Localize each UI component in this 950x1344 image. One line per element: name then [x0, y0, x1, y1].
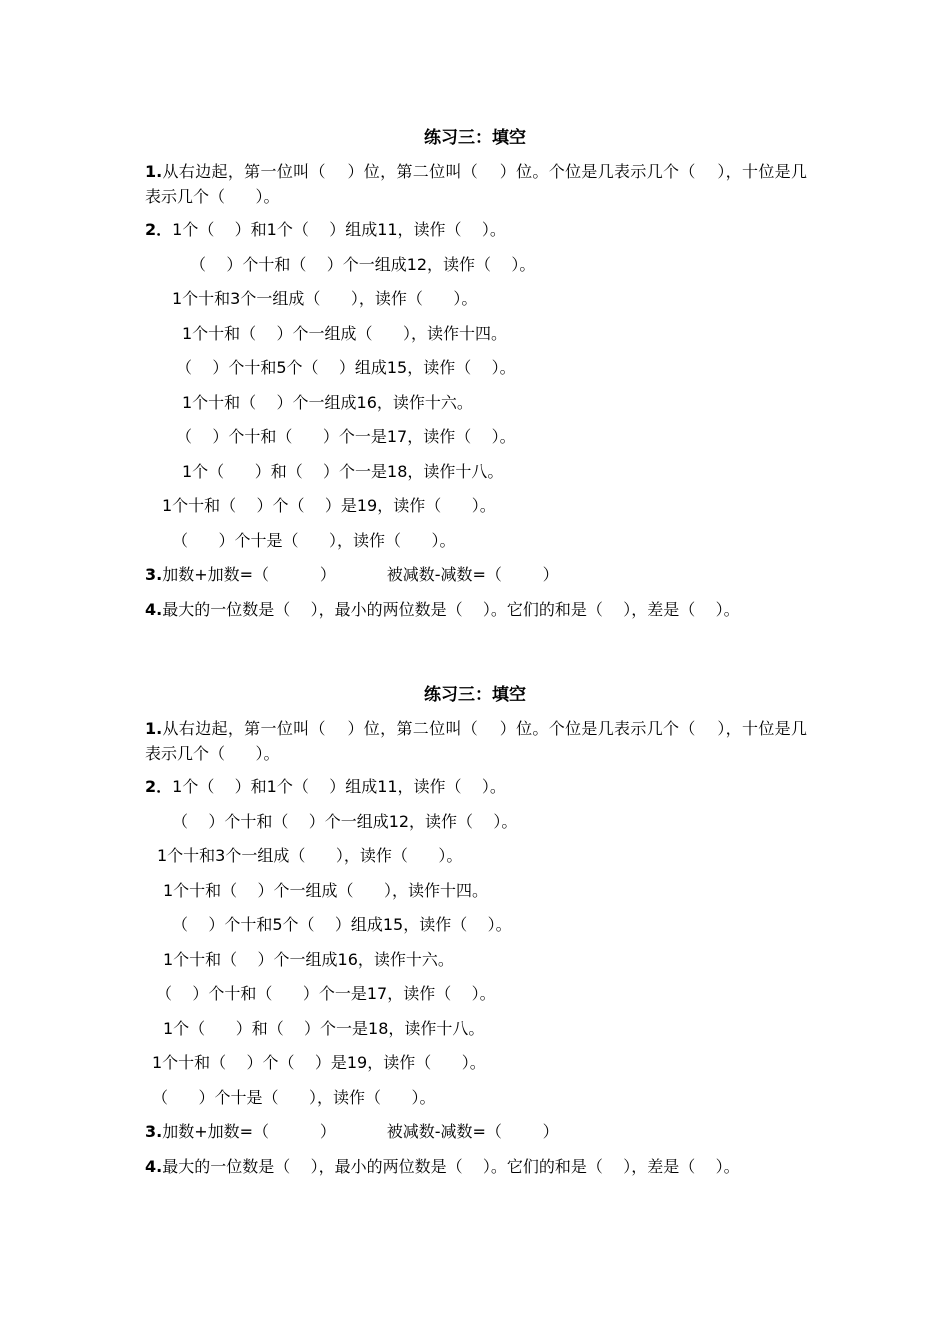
- question-2-line-7: （ ）个十和（ ）个一是17，读作（ ）。: [176, 427, 516, 446]
- question-1-text: 从右边起，第一位叫（ ）位，第二位叫（ ）位。个位是几表示几个（ ），十位是几表示几个（ ）。: [145, 719, 807, 763]
- question-2-line-4: 1个十和（ ）个一组成（ ），读作十四。: [163, 881, 489, 900]
- question-number: 2．: [145, 777, 173, 796]
- question-4: [145, 597, 807, 622]
- question-number: 1.: [145, 719, 163, 738]
- question-3: [145, 563, 559, 587]
- worksheet-title: 练习三：填空: [424, 128, 526, 148]
- question-3: [145, 1120, 559, 1144]
- question-number: 3.: [145, 1122, 163, 1141]
- question-2-line-7: （ ）个十和（ ）个一是17，读作（ ）。: [156, 984, 496, 1003]
- question-2-text: 1个（ ）和1个（ ）组成11，读作（ ）。: [172, 777, 506, 796]
- question-2-line-10: （ ）个十是（ ），读作（ ）。: [152, 1088, 436, 1107]
- question-2-line-5: （ ）个十和5个（ ）组成15，读作（ ）。: [176, 358, 516, 377]
- worksheet-title: 练习三：填空: [424, 685, 526, 705]
- question-2-line-2: （ ）个十和（ ）个一组成12，读作（ ）。: [172, 812, 518, 831]
- question-2-line-2: （ ）个十和（ ）个一组成12，读作（ ）。: [190, 255, 536, 274]
- question-1: [145, 716, 807, 766]
- question-2-line-1: [145, 218, 506, 242]
- question-2-line-9: 1个十和（ ）个（ ）是19，读作（ ）。: [152, 1053, 486, 1072]
- question-3-text: 加数+加数=（ ） 被减数-减数=（ ）: [162, 565, 559, 584]
- question-2-line-9: 1个十和（ ）个（ ）是19，读作（ ）。: [162, 496, 496, 515]
- question-number: 4.: [145, 600, 163, 619]
- question-2-text: 1个（ ）和1个（ ）组成11，读作（ ）。: [172, 220, 506, 239]
- question-2-line-3: 1个十和3个一组成（ ），读作（ ）。: [157, 846, 463, 865]
- question-number: 3.: [145, 565, 163, 584]
- question-2-line-5: （ ）个十和5个（ ）组成15，读作（ ）。: [172, 915, 512, 934]
- question-2-line-8: 1个（ ）和（ ）个一是18，读作十八。: [163, 1019, 485, 1038]
- question-2-line-6: 1个十和（ ）个一组成16，读作十六。: [182, 393, 473, 412]
- question-number: 4.: [145, 1157, 163, 1176]
- question-4-text: 最大的一位数是（ ），最小的两位数是（ ）。它们的和是（ ），差是（ ）。: [162, 1157, 740, 1176]
- question-number: 2．: [145, 220, 173, 239]
- question-number: 1.: [145, 162, 163, 181]
- question-2-line-6: 1个十和（ ）个一组成16，读作十六。: [163, 950, 454, 969]
- question-2-line-4: 1个十和（ ）个一组成（ ），读作十四。: [182, 324, 508, 343]
- question-4-text: 最大的一位数是（ ），最小的两位数是（ ）。它们的和是（ ），差是（ ）。: [162, 600, 740, 619]
- question-2-line-1: [145, 775, 506, 799]
- question-2-line-8: 1个（ ）和（ ）个一是18，读作十八。: [182, 462, 504, 481]
- question-3-text: 加数+加数=（ ） 被减数-减数=（ ）: [162, 1122, 559, 1141]
- question-2-line-10: （ ）个十是（ ），读作（ ）。: [172, 531, 456, 550]
- question-2-line-3: 1个十和3个一组成（ ），读作（ ）。: [172, 289, 478, 308]
- question-1: [145, 159, 807, 209]
- question-1-text: 从右边起，第一位叫（ ）位，第二位叫（ ）位。个位是几表示几个（ ），十位是几表示几个（ ）。: [145, 162, 807, 206]
- question-4: [145, 1154, 807, 1179]
